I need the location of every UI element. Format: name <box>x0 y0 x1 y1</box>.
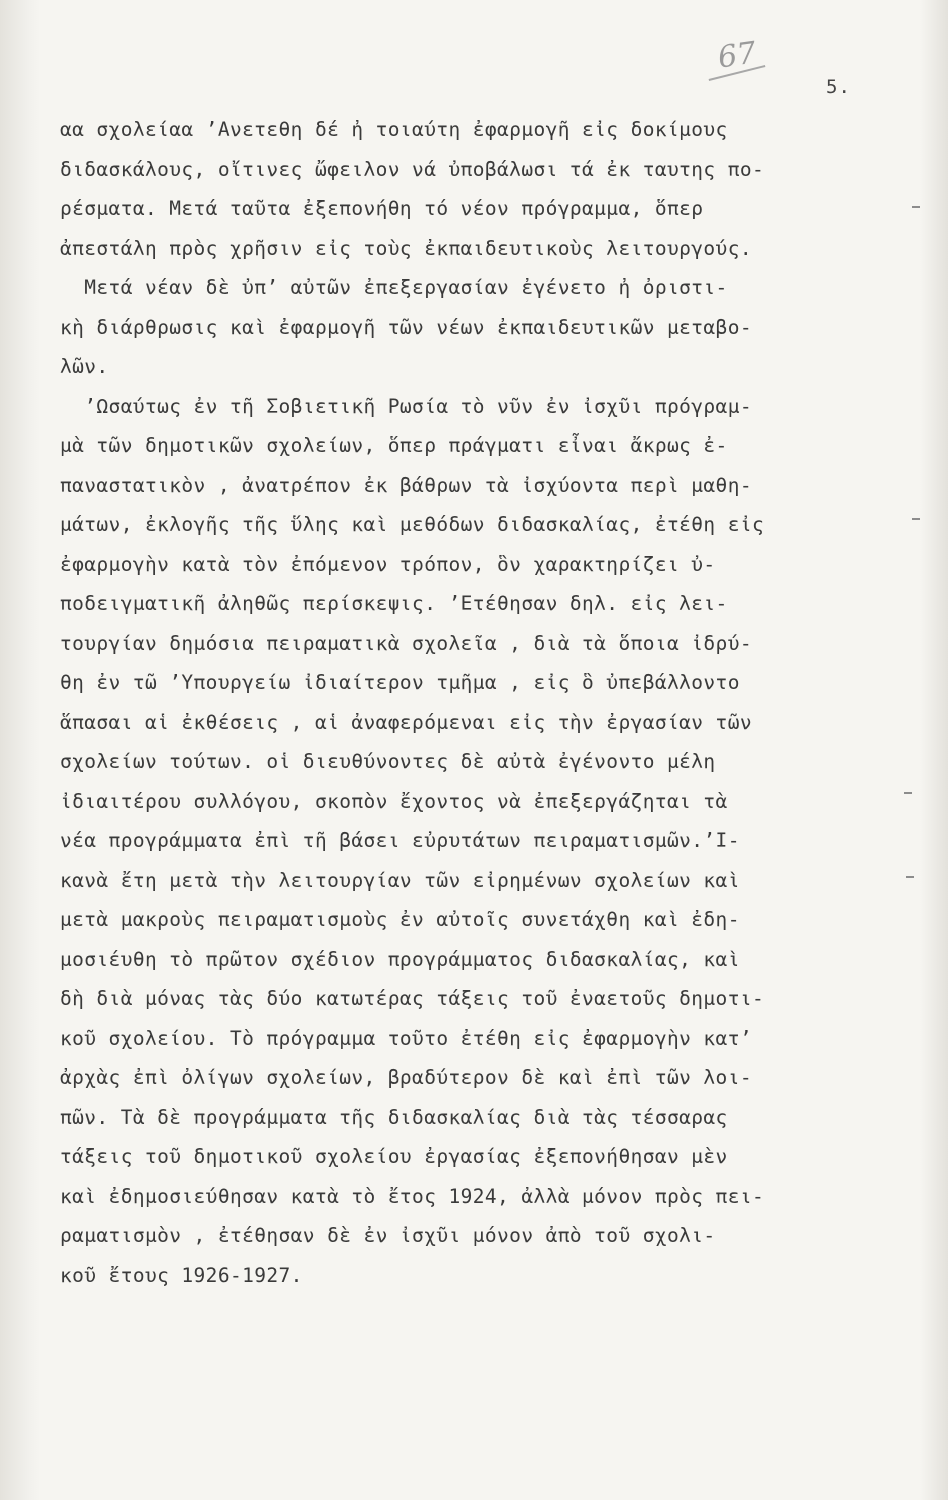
text-line: ἀρχὰς ἐπὶ ὀλίγων σχολείων, βραδύτερον δὲ καὶ ἐπὶ τῶν λοι- <box>60 1066 752 1089</box>
text-line: λῶν. <box>60 355 109 378</box>
text-line: μετὰ μακροὺς πειραματισμοὺς ἐν αὐτοῖς συνετάχθη καὶ ἐδη- <box>60 908 740 931</box>
text-line: πῶν. Τὰ δὲ προγράμματα τῆς διδασκαλίας διὰ τὰς τέσσαρας <box>60 1105 728 1129</box>
page-left-edge-shadow <box>0 0 40 1500</box>
text-line: κὴ διάρθρωσις καὶ ἐφαρμογῆ τῶν νέων ἐκπαιδευτικῶν μεταβο- <box>60 315 752 339</box>
text-line: τάξεις τοῦ δημοτικοῦ σχολείου ἐργασίας ἐξεπονήθησαν μὲν <box>60 1145 728 1168</box>
text-line: μοσιέυθη τὸ πρῶτον σχέδιον προγράμματος διδασκαλίας, καὶ <box>60 947 740 971</box>
text-line: δὴ διὰ μόνας τὰς δύο κατωτέρας τάξεις τοῦ ἐναετοῦς δημοτι- <box>60 987 765 1010</box>
text-line: ἐφαρμογὴν κατὰ τὸν ἐπόμενον τρόπον, ὃν χαρακτηρίζει ὐ- <box>60 552 716 576</box>
text-line <box>60 1295 900 1335</box>
page-number: 5. <box>826 76 851 98</box>
text-line: σχολείων τούτων. οἱ διευθύνοντες δὲ αὐτὰ ἐγένοντο μέλη <box>60 750 716 773</box>
text-line: αα σχολείαα ’Ανετεθη δέ ἠ τοιαύτη ἐφαρμογῆ εἰς δοκίμους <box>60 118 728 141</box>
margin-tick <box>912 518 920 520</box>
text-line: κοῦ ἔτους 1926-1927. <box>60 1263 303 1287</box>
text-line: τουργίαν δημόσια πειραματικὰ σχολεῖα , διὰ τὰ ὅποια ἰδρύ- <box>60 631 752 655</box>
text-line: Μετά νέαν δὲ ὐπ’ αὐτῶν ἐπεξεργασίαν ἐγένετο ἠ ὀριστι- <box>60 276 728 299</box>
margin-tick <box>906 876 914 878</box>
text-line: ρέσματα. Μετά ταῦτα ἐξεπονήθη τό νέον πρόγραμμα, ὅπερ <box>60 197 704 220</box>
text-line: μὰ τῶν δημοτικῶν σχολείων, ὅπερ πράγματι εἶναι ἄκρως ἐ- <box>60 434 728 457</box>
text-line: καὶ ἐδημοσιεύθησαν κατὰ τὸ ἔτος 1924, ἀλλὰ μόνον πρὸς πει- <box>60 1184 765 1208</box>
text-line: κοῦ σχολείου. Τὸ πρόγραμμα τοῦτο ἐτέθη εἰς ἐφαρμογὴν κατ’ <box>60 1026 752 1050</box>
text-line: ’Ωσαύτως ἐν τῆ Σοβιετικῆ Ρωσία τὸ νῦν ἐν ἰσχῦι πρόγραμ- <box>60 394 752 418</box>
text-line: ποδειγματικῆ ἀληθῶς περίσκεψις. ’Ετέθησαν δηλ. εἰς λει- <box>60 592 728 615</box>
text-line: διδασκάλους, οἴτινες ὤφειλον νά ὐποβάλωσι τά ἐκ ταυτης πο- <box>60 157 765 181</box>
text-line: νέα προγράμματα ἐπὶ τῆ βάσει εὐρυτάτων πειραματισμῶν.’Ι- <box>60 829 740 852</box>
text-line: ραματισμὸν , ἐτέθησαν δὲ ἐν ἰσχῦι μόνον ἀπὸ τοῦ σχολι- <box>60 1224 716 1247</box>
text-line: ἰδιαιτέρου συλλόγου, σκοπὸν ἔχοντος νὰ ἐπεξεργάζηται τὰ <box>60 789 728 813</box>
text-line: ἀπεστάλη πρὸς χρῆσιν εἰς τοὺς ἐκπαιδευτικοὺς λειτουργούς. <box>60 236 752 260</box>
handwritten-folio-number: 67 <box>715 35 759 76</box>
text-line: μάτων, ἐκλογῆς τῆς ὕλης καὶ μεθόδων διδασκαλίας, ἐτέθη εἰς <box>60 513 765 536</box>
margin-tick <box>912 206 920 208</box>
text-line: κανὰ ἔτη μετὰ τὴν λειτουργίαν τῶν εἰρημένων σχολείων καὶ <box>60 868 740 892</box>
typewritten-body <box>60 110 900 1335</box>
text-line: ἅπασαι αἱ ἐκθέσεις , αἱ ἀναφερόμεναι εἰς τὴν ἐργασίαν τῶν <box>60 710 752 734</box>
page-right-edge-shadow <box>920 0 948 1500</box>
text-line: παναστατικὸν , ἀνατρέπον ἐκ βάθρων τὰ ἰσχύοντα περὶ μαθη- <box>60 473 752 497</box>
margin-tick <box>904 792 912 794</box>
text-line: θη ἐν τῶ ’Υπουργείω ἰδιαίτερον τμῆμα , εἰς ὃ ὐπεβάλλοντο <box>60 671 740 694</box>
